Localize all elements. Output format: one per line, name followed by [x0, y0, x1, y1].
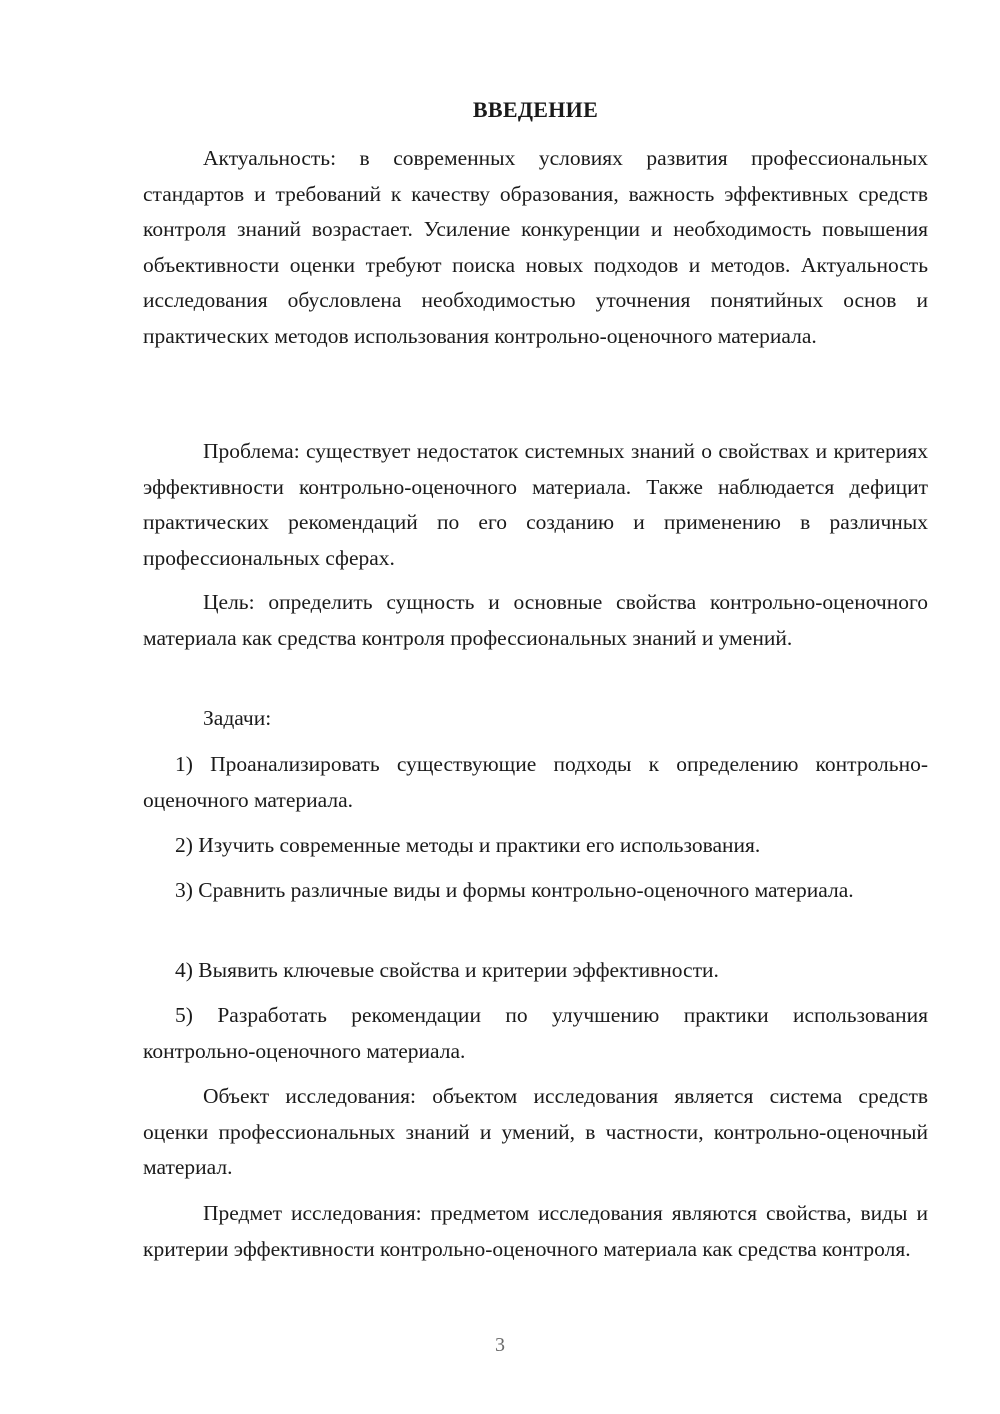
tasks-label: Задачи:: [203, 706, 272, 730]
task-item-4: 4) Выявить ключевые свойства и критерии эффективности.: [175, 958, 719, 982]
subject-paragraph: Предмет исследования: предметом исследования являются свойства, виды и критерии эффективности контрольно-оценочного материала как средства контроля.: [143, 1201, 928, 1261]
task-item-3: 3) Сравнить различные виды и формы контрольно-оценочного материала.: [175, 878, 854, 902]
goal-paragraph: Цель: определить сущность и основные свойства контрольно-оценочного материала как средства контроля профессиональных знаний и умений.: [143, 590, 928, 650]
section-heading: ВВЕДЕНИЕ: [472, 97, 599, 122]
page-number: 3: [495, 1334, 505, 1356]
task-item-5: 5) Разработать рекомендации по улучшению практики использования контрольно-оценочного материала.: [143, 1003, 928, 1063]
object-paragraph: Объект исследования: объектом исследования является система средств оценки профессиональных знаний и умений, в частности, контрольно-оценочный материал.: [143, 1084, 928, 1179]
relevance-paragraph: Актуальность: в современных условиях развития профессиональных стандартов и требований к качеству образования, важность эффективных средств контроля знаний возрастает. Усиление конкуренции и необходимость повышения объективности оценки требуют поиска новых подходов и методов. Актуальность исследования обусловлена необходимостью уточнения понятийных основ и практических методов использования контрольно-оценочного материала.: [143, 146, 928, 348]
problem-paragraph: Проблема: существует недостаток системных знаний о свойствах и критериях эффективности контрольно-оценочного материала. Также наблюдается дефицит практических рекомендаций по его созданию и применению в различных профессиональных сферах.: [143, 439, 928, 570]
task-item-1: 1) Проанализировать существующие подходы к определению контрольно-оценочного материала.: [143, 752, 928, 812]
task-item-2: 2) Изучить современные методы и практики его использования.: [175, 833, 761, 857]
